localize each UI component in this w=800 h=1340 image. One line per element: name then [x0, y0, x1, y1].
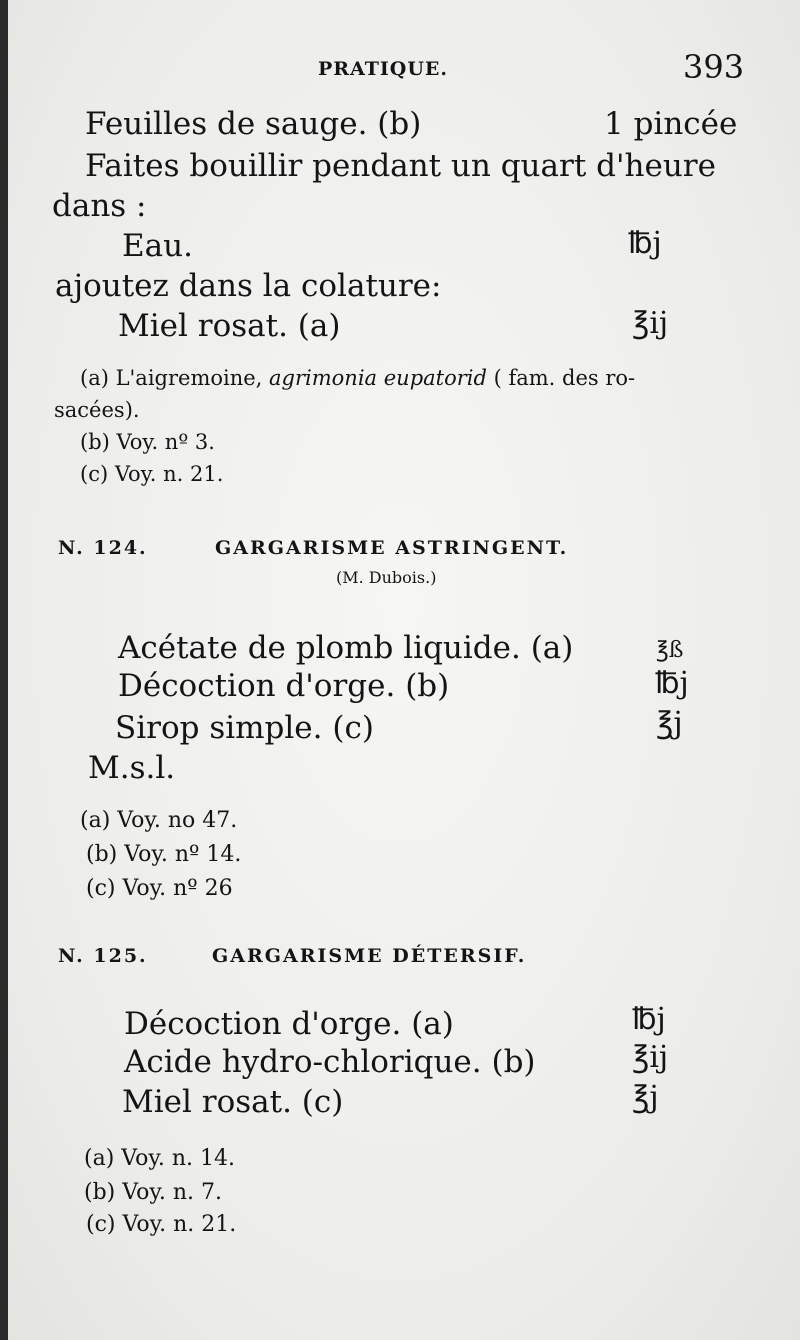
ingredient-sirop: Sirop simple. (c): [115, 710, 374, 746]
footnote-125-b: (b) Voy. n. 7.: [84, 1180, 222, 1205]
footnote-125-a: (a) Voy. n. 14.: [84, 1146, 236, 1171]
ingredient-miel: Miel rosat. (a): [118, 308, 341, 344]
ingredient-acetate: Acétate de plomb liquide. (a): [118, 630, 574, 666]
quantity-miel: ℥ij: [632, 306, 669, 341]
footnote-124-b: (b) Voy. nº 14.: [86, 842, 242, 867]
ingredient-decoction-125: Décoction d'orge. (a): [124, 1006, 454, 1042]
quantity-sirop: ℥j: [656, 706, 683, 741]
instruction-line: Faites bouillir pendant un quart d'heure: [85, 148, 716, 184]
recipe-title-125: GARGARISME DÉTERSIF.: [212, 945, 527, 967]
footnote-a-italic: agrimonia eupatorid: [269, 366, 487, 390]
quantity-miel-125: ℥j: [632, 1080, 659, 1115]
quantity-decoction: ℔j: [655, 666, 689, 701]
sage-quantity: 1 pincée: [604, 106, 738, 142]
running-title: PRATIQUE.: [318, 58, 449, 80]
ingredient-decoction: Décoction d'orge. (b): [118, 668, 450, 704]
quantity-acide: ℥ij: [632, 1040, 669, 1075]
recipe-title-124: GARGARISME ASTRINGENT.: [215, 537, 569, 559]
ingredient-acide: Acide hydro-chlorique. (b): [124, 1044, 536, 1080]
ingredient-miel-125: Miel rosat. (c): [122, 1084, 344, 1120]
recipe-number-125: N. 125.: [58, 945, 148, 967]
msl-instruction: M.s.l.: [88, 750, 176, 786]
footnote-a-cont: sacées).: [54, 398, 140, 422]
page-edge-shadow: [0, 0, 8, 1340]
footnote-125-c: (c) Voy. n. 21.: [86, 1212, 237, 1237]
recipe-number-124: N. 124.: [58, 537, 148, 559]
footnote-a-prefix: (a) L'aigremoine,: [80, 366, 270, 390]
footnote-124-a: (a) Voy. no 47.: [80, 808, 238, 833]
instruction-line-cont: dans :: [52, 188, 147, 224]
ingredient-eau: Eau.: [122, 228, 193, 264]
footnote-a: [80, 366, 635, 390]
quantity-decoction-125: ℔j: [632, 1002, 666, 1037]
footnote-124-c: (c) Voy. nº 26: [86, 876, 233, 901]
ajoutez-line: ajoutez dans la colature:: [55, 268, 442, 304]
footnote-c: (c) Voy. n. 21.: [80, 462, 224, 486]
quantity-acetate: ℥ß: [656, 638, 684, 663]
page-number: 393: [683, 48, 745, 86]
quantity-eau: ℔j: [628, 226, 662, 261]
sage-leaves-line: Feuilles de sauge. (b): [85, 106, 422, 142]
recipe-author-124: (M. Dubois.): [336, 568, 437, 587]
footnote-b: (b) Voy. nº 3.: [80, 430, 215, 454]
footnote-a-suffix: ( fam. des ro-: [486, 366, 636, 390]
